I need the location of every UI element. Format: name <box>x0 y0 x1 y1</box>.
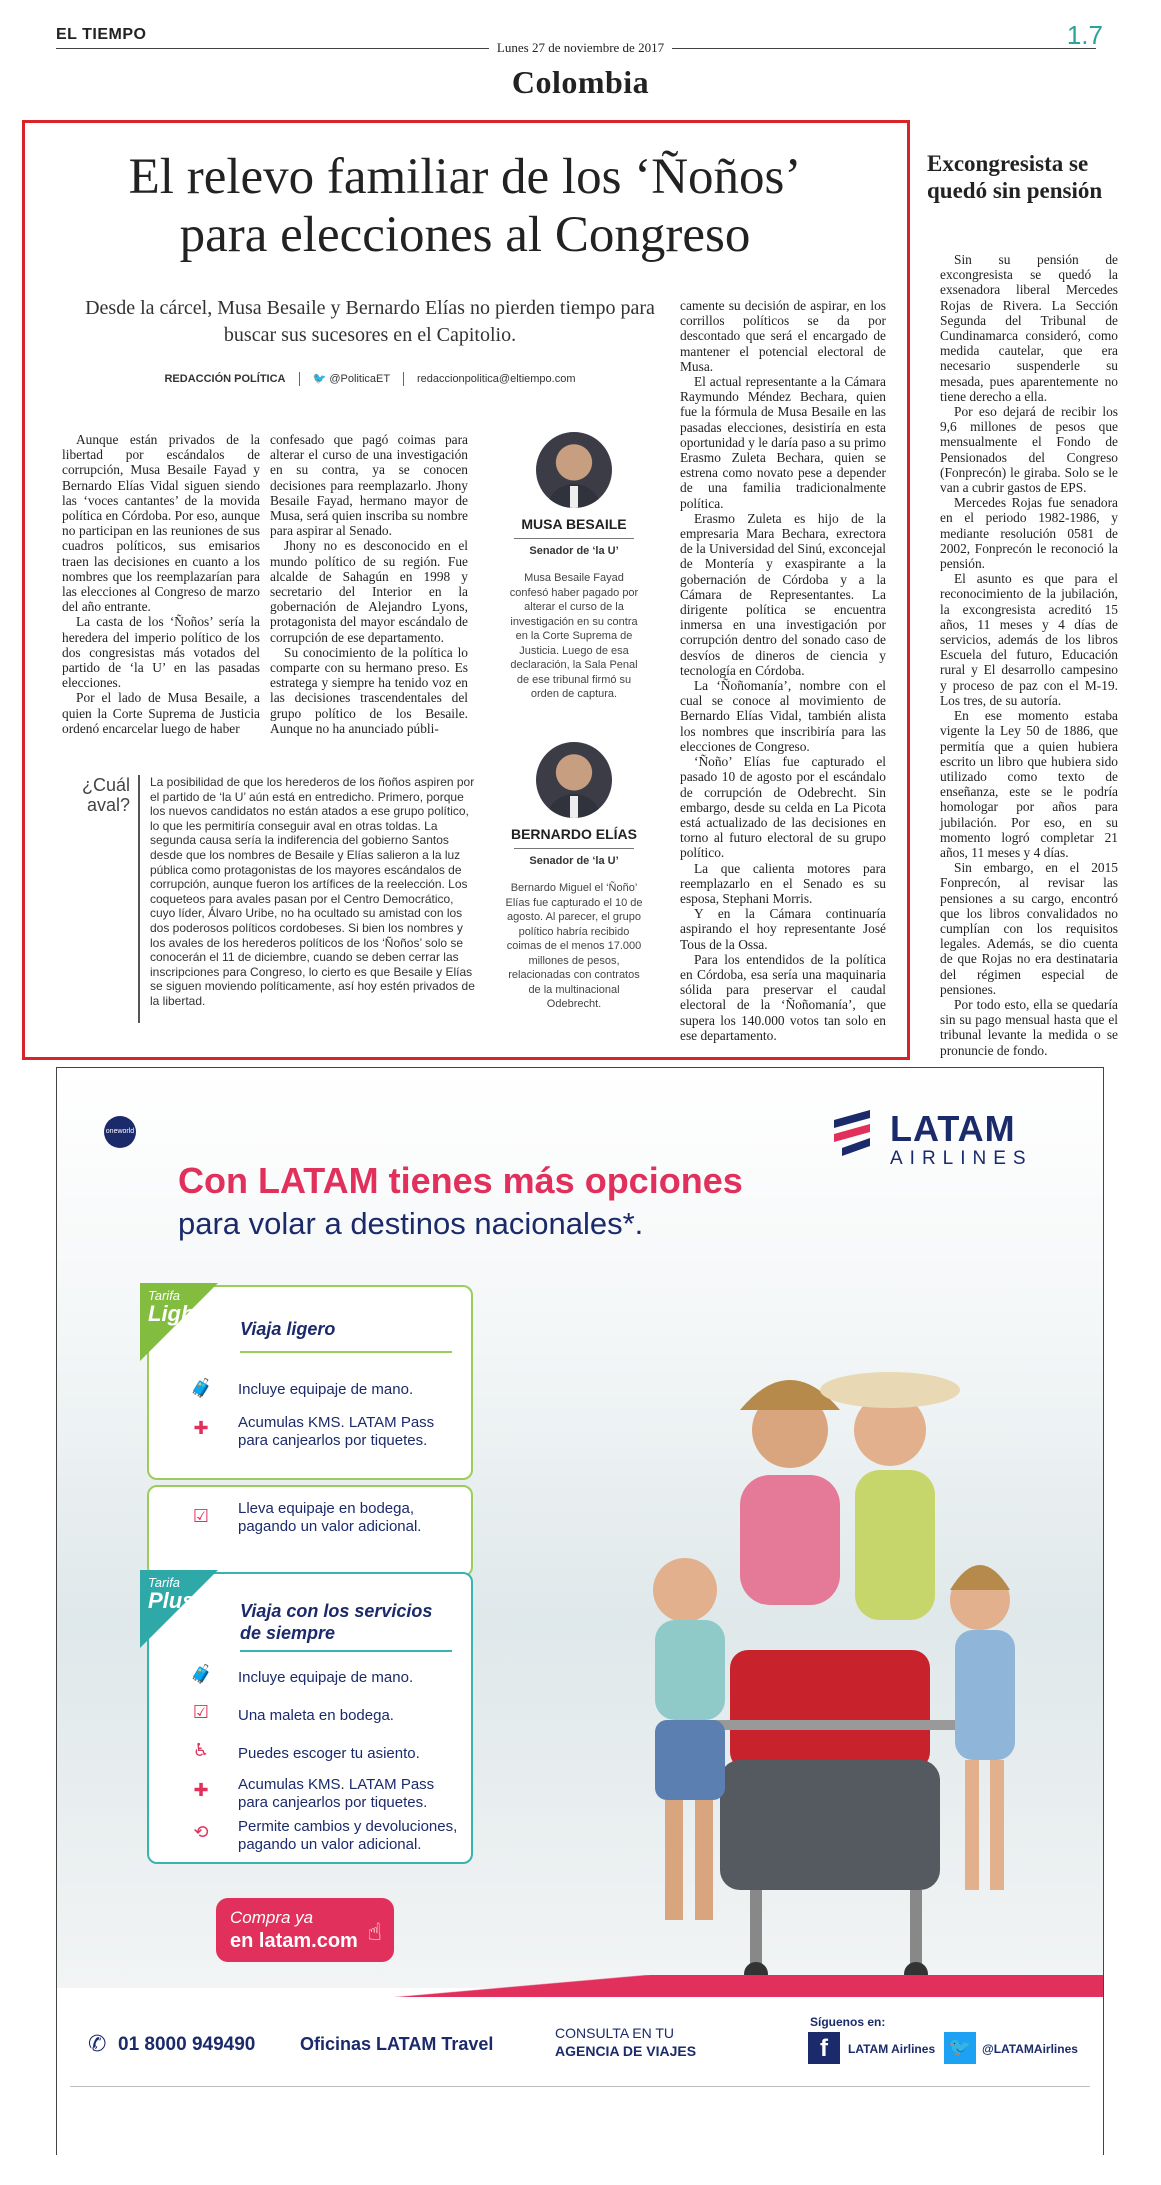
sidebar-title: Excongresista se quedó sin pensión <box>927 151 1103 203</box>
byline-email[interactable]: redaccionpolitica@eltiempo.com <box>416 373 576 385</box>
feature-text: Puedes escoger tu asiento. <box>238 1745 420 1762</box>
cta-line-1: Compra ya <box>230 1908 314 1927</box>
paragraph: Por eso dejará de recibir los 9,6 millones de pesos que mensualmente el Fondo de Pensionados del Congreso (Fonprecón) le giraba. Solo se le van a cubrir gastos de EPS. <box>940 404 1118 496</box>
paragraph: Para los entendidos de la política en Córdoba, esa sería una maquinaria sólida para preservar el caudal electoral de la ‘Ñoñomanía’, que supera los 140.000 votos tan solo en ese departamento. <box>680 951 886 1043</box>
paragraph: Y en la Cámara continuaría aspirando el hoy representante José Tous de la Ossa. <box>680 906 886 952</box>
date-text: Lunes 27 de noviembre de 2017 <box>489 40 672 55</box>
paragraph: Mercedes Rojas fue senadora en el periodo 1982-1986, y mediante resolución 0581 de 2002, Fonprecón le reconoció la pensión. <box>940 495 1118 572</box>
headline-line-1: El relevo familiar de los ‘Ñoños’ <box>128 149 802 205</box>
avatar <box>536 742 612 818</box>
byline-separator <box>403 372 404 386</box>
profile-name: BERNARDO ELÍAS <box>510 826 637 842</box>
paragraph: confesado que pagó coimas para alterar el curso de una investigación en su contra, ya se conocen decisiones para reemplazarlo. Jhony Besaile Fayad, hermano mayor de Musa, será quien inscriba su nombre para aspirar al Senado. <box>270 432 468 539</box>
sidebar-body <box>940 252 1118 1058</box>
aval-question-line: aval? <box>86 795 130 815</box>
fare-title: Viaja ligero <box>240 1319 336 1339</box>
aval-question-line: ¿Cuál <box>81 775 130 795</box>
divider <box>240 1351 452 1353</box>
plus-sparkle-icon: ✚ <box>193 1418 209 1439</box>
tag-big-text: Light* <box>148 1301 211 1326</box>
feature-text: Incluye equipaje de mano. <box>238 1381 414 1398</box>
section-title: Colombia <box>511 64 650 100</box>
profile-description: Bernardo Miguel el ‘Ñoño’ Elías fue capturado el 10 de agosto. Al parecer, el grupo político habría recibido coimas de el menos 17.000 millones de pesos, relacionadas con contratos de la multinacional Odebrecht. <box>505 882 643 1010</box>
tag-small-text: Tarifa <box>148 1288 181 1303</box>
dateline <box>0 40 1161 56</box>
article-column-3 <box>680 298 886 1043</box>
paragraph: La casta de los ‘Ñoños’ sería la heredera del imperio político de los dos congresistas más votados del partido de ‘la U’ en las pasadas elecciones. <box>62 614 260 691</box>
checked-bag-icon: ☑ <box>192 1506 210 1527</box>
paragraph: El actual representante a la Cámara Raymundo Méndez Bechara, quien fue la fórmula de Musa Besaile en las pasadas elecciones, desistiría en esta oportunidad y le daría paso a su primo Erasmo Zuleta Bechara, quien se estrena como novato pese a depender de una familia tradicionalmente política. <box>680 374 886 511</box>
fare-tag-light-text <box>148 1287 211 1326</box>
plus-sparkle-icon: ✚ <box>193 1780 209 1801</box>
ad-headline: Con LATAM tienes más opciones <box>178 1160 743 1201</box>
ad-stripe <box>57 1975 1103 1997</box>
phone-icon: ✆ <box>88 2032 107 2057</box>
latam-brand: LATAM <box>890 1108 1016 1149</box>
facebook-handle[interactable]: LATAM Airlines <box>848 2042 936 2056</box>
tag-big-text: Plus* <box>148 1588 204 1613</box>
oneworld-logo: oneworld <box>104 1116 136 1148</box>
page-number: 1.7 <box>1066 20 1103 50</box>
profile-role: Senador de ‘la U’ <box>529 545 619 557</box>
paragraph: Jhony no es desconocido en el mundo político de su región. Fue alcalde de Sahagún en 1998 y secretario del Interior en la gobernación de Alejandro Lyons, protagonista del mayor escándalo de corrupción de ese departamento. <box>270 538 468 645</box>
article-deck: Desde la cárcel, Musa Besaile y Bernardo Elías no pierden tiempo para buscar sus sucesores en el Capitolio. <box>85 297 655 346</box>
phone-number[interactable]: 01 8000 949490 <box>118 2034 256 2055</box>
tag-small-text: Tarifa <box>148 1575 181 1590</box>
buy-now-button[interactable] <box>216 1898 394 1962</box>
article-column-2 <box>270 432 468 736</box>
hand-luggage-icon: 🧳 <box>190 1664 213 1685</box>
divider <box>70 2086 1090 2087</box>
feature-text: Incluye equipaje de mano. <box>238 1669 414 1686</box>
twitter-icon: 🐦 <box>312 372 327 385</box>
seat-icon: ♿ <box>192 1740 210 1761</box>
aval-text: La posibilidad de que los herederos de los ñoños aspiren por el partido de ‘la U’ aún está en entredicho. Primero, porque los nuevos candidatos no están atados a ese grupo político, lo que les permitiría conseguir aval en otras toldas. La segunda causa sería la indiferencia del gobierno Santos desde que los nombres de Besaile y Elías salieron a la luz pública como protagonistas de los mayores escándalos de corrupción, aunque fueron los artífices de la reelección. Los coqueteos para avales pasan por el Centro Democrático, cuyo líder, Álvaro Uribe, no ha ocultado su amistad con los dos poderosos políticos cordobeses. Si bien los nombres y los avales de los herederos políticos de los ‘Ñoños’ solo se conocerán el 11 de diciembre, cuando se deben cerrar las inscripciones para Congreso, lo cierto es que Besaile y Elías se siguen moviendo políticamente, así hoy estén privados de la libertad. <box>150 775 475 1008</box>
paragraph: ‘Ñoño’ Elías fue capturado el pasado 10 de agosto por el escándalo de corrupción de Odebrecht. Sin embargo, desde su celda en La Picota está actualizado de las decisiones en torno al futuro electoral de su grupo político. <box>680 754 886 861</box>
paragraph: Por el lado de Musa Besaile, a quien la Corte Suprema de Justicia ordenó encarcelar luego de haber <box>62 690 260 736</box>
paragraph: Sin su pensión de excongresista se quedó la exsenadora liberal Mercedes Rojas de Rivera. La Sección Segunda del Tribunal de Cundinamarca consideró, como medida cautelar, que era necesario suspenderle su mesada, pues aparentemente no tiene derecho a ella. <box>940 252 1118 404</box>
headline-line-2: para elecciones al Congreso <box>179 207 751 263</box>
paragraph: Sin embargo, en el 2015 Fonprecón, al revisar las pensiones a su cargo, encontró que los libros convalidados no cumplían con los requisitos legales. Además, se dio cuenta de que Rojas no era destinataria del régimen especial de pensiones. <box>940 860 1118 997</box>
facebook-icon[interactable]: f <box>808 2032 840 2064</box>
ad-subheadline: para volar a destinos nacionales*. <box>178 1206 644 1241</box>
profile-musa-besaile <box>504 432 644 702</box>
byline-author: REDACCIÓN POLÍTICA <box>164 373 286 385</box>
masthead: EL TIEMPO <box>56 26 147 43</box>
aval-question <box>70 775 130 815</box>
avatar <box>536 432 612 508</box>
byline-twitter: @PoliticaET <box>329 373 390 385</box>
twitter-handle[interactable]: @LATAMAirlines <box>982 2042 1078 2056</box>
offices-label: Oficinas LATAM Travel <box>300 2034 494 2054</box>
divider <box>514 848 634 849</box>
paragraph: En ese momento estaba vigente la Ley 50 de 1886, que permitía que a quien hubiera escrito un libro que hubiera sido utilizado como texto de enseñanza, este se le podría homologar por años para jubilación. Por eso, en su momento logró completar 21 años, 11 meses y 4 días. <box>940 708 1118 860</box>
paragraph: La que calienta motores para reemplazarlo en el Senado es su esposa, Stephani Morris. <box>680 860 886 906</box>
article-headline <box>40 148 890 264</box>
checked-bag-icon: ☑ <box>192 1702 210 1723</box>
fare-tag-plus-text <box>148 1574 204 1613</box>
pointer-hand-icon: ☝ <box>367 1918 382 1946</box>
latam-brand-sub: AIRLINES <box>890 1148 1033 1169</box>
feature-text: Una maleta en bodega. <box>238 1707 394 1724</box>
fare-title: Viaja con los servicios de siempre <box>240 1601 433 1643</box>
family-photo <box>560 1290 1100 1990</box>
feature-text: Permite cambios y devoluciones, pagando un valor adicional. <box>238 1818 458 1853</box>
paragraph: Aunque están privados de la libertad por escándalos de corrupción, Musa Besaile Fayad y Bernardo Elías Vidal siguen siendo las ‘voces cantantes’ de la movida política en Córdoba. Por eso, aunque no participan en las reuniones de sus cuadros políticos, sus emisarios traen las decisiones en cuanto a los nombres que los reemplazarían para las elecciones al Congreso de marzo del año entrante. <box>62 432 260 615</box>
feature-text: Lleva equipaje en bodega, pagando un valor adicional. <box>238 1500 422 1535</box>
consulta-line-1: CONSULTA EN TU <box>555 2025 675 2041</box>
byline <box>80 372 660 386</box>
aval-bracket <box>138 775 146 1023</box>
twitter-icon[interactable]: 🐦 <box>944 2032 976 2064</box>
profile-name: MUSA BESAILE <box>521 516 627 532</box>
divider <box>240 1650 452 1652</box>
follow-us-label: Síguenos en: <box>810 2015 886 2029</box>
feature-text: Acumulas KMS. LATAM Pass para canjearlos por tiquetes. <box>238 1414 435 1449</box>
ad-footer <box>57 1997 1103 2155</box>
article-column-1 <box>62 432 260 736</box>
paragraph: El asunto es que para el reconocimiento de la jubilación, la excongresista acreditó 15 años, 11 meses y 4 días de servicios, además de los libros Escuela del futuro, Educación rural y El desarrollo campesino y proceso de paz con el M-19. Los tres, de su autoría. <box>940 571 1118 708</box>
paragraph: La ‘Ñoñomanía’, nombre con el cual se conoce al movimiento de Bernardo Elías Vidal, también alista los nombres que inscribiría para las elecciones de Congreso. <box>680 678 886 754</box>
feature-text: Acumulas KMS. LATAM Pass para canjearlos por tiquetes. <box>238 1776 435 1811</box>
profile-bernardo-elias <box>504 742 644 1012</box>
cta-line-2: en latam.com <box>230 1930 358 1952</box>
refresh-icon: ⟲ <box>193 1822 209 1843</box>
paragraph: Su conocimiento de la política lo comparte con su hermano preso. Es estratega y siempre ha tenido voz en las decisiones trascendentales del grupo político de los Besaile. Aunque no ha anunciado públi- <box>270 644 468 736</box>
profile-description: Musa Besaile Fayad confesó haber pagado por alterar el curso de la investigación en su contra en la Corte Suprema de Justicia. Luego de esa declaración, la Sala Penal de ese tribunal firmó su orden de captura. <box>509 572 639 700</box>
paragraph: Erasmo Zuleta es hijo de la empresaria Mara Bechara, exrectora de la Universidad del Sinú, exconcejal de Montería y exaspirante a la gobernación de Córdoba y a la Cámara de Representantes. La dirigente política se encuentra inmersa en una investigación por corrupción dentro del sonado caso de desvíos de dineros de ciencia y tecnología en Córdoba. <box>680 510 886 678</box>
hand-luggage-icon: 🧳 <box>190 1378 213 1399</box>
profile-role: Senador de ‘la U’ <box>529 855 619 867</box>
paragraph: Por todo esto, ella se quedaría sin su pago mensual hasta que el tribunal levante la medida o se pronuncie de fondo. <box>940 996 1118 1058</box>
paragraph: camente su decisión de aspirar, en los corrillos políticos se da por descontado que será el encargado de mantener el potencial electoral de Musa. <box>680 298 886 374</box>
byline-separator <box>299 372 300 386</box>
divider <box>514 538 634 539</box>
consulta-line-2: AGENCIA DE VIAJES <box>555 2043 697 2059</box>
